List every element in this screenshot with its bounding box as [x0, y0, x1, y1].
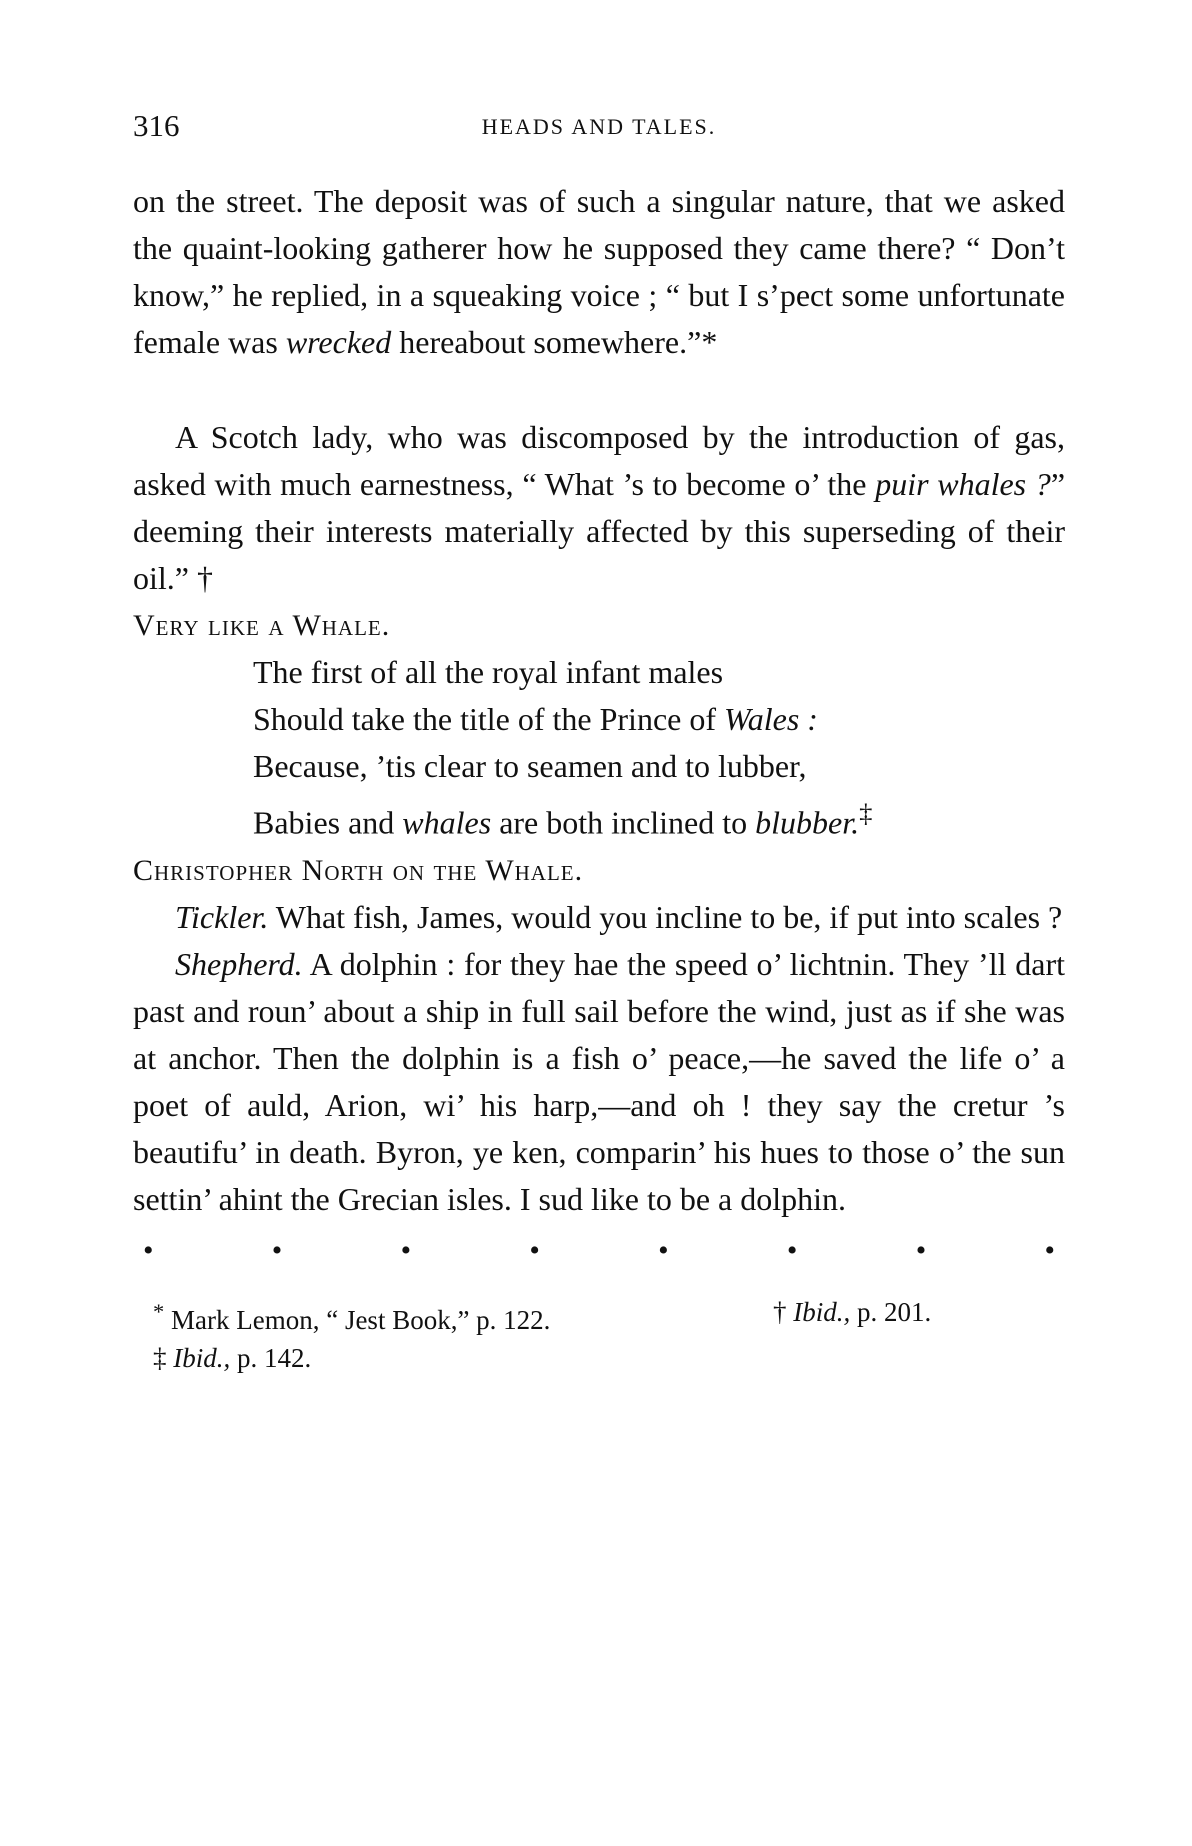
footnotes [133, 1293, 1065, 1377]
verse-line-4-italic-2: blubber. [755, 804, 860, 841]
ellipsis-dot: • [786, 1233, 798, 1267]
footnote-row-1 [153, 1293, 1065, 1339]
footnote-1-text: Mark Lemon, “ Jest Book,” p. 122. [164, 1304, 551, 1335]
verse [253, 649, 1065, 847]
paragraph-scotch-lady [133, 414, 1065, 602]
page-header [133, 108, 1065, 152]
ellipsis-dot: • [143, 1233, 154, 1267]
ellipsis-dot: • [400, 1233, 412, 1267]
running-head: HEADS AND TALES. [481, 114, 717, 139]
verse-line-4-italic-1: whales [402, 804, 492, 841]
verse-line-2 [253, 696, 1065, 743]
paragraph-1-italic: wrecked [285, 324, 392, 360]
verse-line-4-mid: are both inclined to [491, 804, 756, 841]
ellipsis-dot: • [915, 1233, 927, 1267]
ellipsis-row [133, 1231, 1065, 1271]
footnote-3-text: p. 142. [230, 1342, 312, 1373]
paragraph-2-start: A Scotch lady, who was discomposed by the introduction of gas, asked with much earnestness, “ What ’s to become o’ the [133, 419, 1065, 502]
speech-shepherd: A dolphin : for they hae the speed o’ lichtnin. They ’ll dart past and roun’ about a ship in full sail before the wind, just as if she was at anchor. Then the dolphin is a fish o’ peace,—he saved the life o’ a poet of auld, Arion, wi’ his harp,—and oh ! they say the cretur ’s beautifu’ in death. Byron, ye ken, comparin’ his hues to those o’ the sun settin’ ahint the Grecian isles. I sud like to be a dolphin. [133, 945, 1065, 1217]
footnote-3-italic: Ibid., [173, 1342, 231, 1373]
speaker-shepherd: Shepherd. [175, 945, 303, 982]
section-heading-christopher-north: Christopher North on the Whale. [133, 853, 584, 887]
footnote-3-mark: ‡ [153, 1342, 174, 1373]
verse-line-1: The first of all the royal infant males [253, 654, 724, 690]
page-number: 316 [133, 108, 180, 143]
section-heading-very-like-a-whale: Very like a Whale. [133, 609, 391, 642]
ellipsis-dot: • [271, 1233, 283, 1267]
paragraph-2-italic: puir whales ? [875, 466, 1051, 502]
footnote-3 [153, 1339, 1065, 1377]
footnote-1 [153, 1293, 773, 1339]
dialogue-tickler [133, 894, 1065, 941]
verse-line-2-text: Should take the title of the Prince of [253, 701, 724, 737]
verse-line-3: Because, ’tis clear to seamen and to lubber, [253, 748, 807, 784]
ellipsis-dot: • [658, 1233, 669, 1267]
footnote-2-text: p. 201. [850, 1296, 932, 1327]
footnote-2-italic: Ibid., [793, 1296, 851, 1327]
ellipsis-dot: • [529, 1233, 540, 1267]
verse-line-2-italic: Wales : [724, 701, 818, 737]
paragraph-2-end: ” deeming their interests materially affected by this superseding of their oil.” † [133, 466, 1066, 596]
verse-footnote-mark: ‡ [859, 798, 873, 828]
page-body [133, 178, 1065, 1377]
footnote-2-mark: † [773, 1296, 794, 1327]
footnote-1-mark: * [153, 1298, 165, 1324]
speaker-tickler: Tickler. [175, 898, 269, 935]
footnote-2 [773, 1293, 931, 1339]
ellipsis-dot: • [1044, 1233, 1055, 1267]
speech-tickler: What fish, James, would you incline to be, if put into scales ? [268, 898, 1063, 935]
paragraph-1-end: hereabout somewhere.”* [391, 324, 718, 360]
verse-line-4 [253, 790, 1065, 847]
paragraph-continued [133, 178, 1065, 366]
dialogue-shepherd [133, 941, 1065, 1223]
verse-line-4-start: Babies and [253, 804, 403, 841]
paragraph-1-text: on the street. The deposit was of such a singular nature, that we asked the quaint-looking gatherer how he supposed they came there? “ Don’t know,” he replied, in a squeaking voice ; “ but I s’pect some unfortunate female was [133, 183, 1065, 360]
